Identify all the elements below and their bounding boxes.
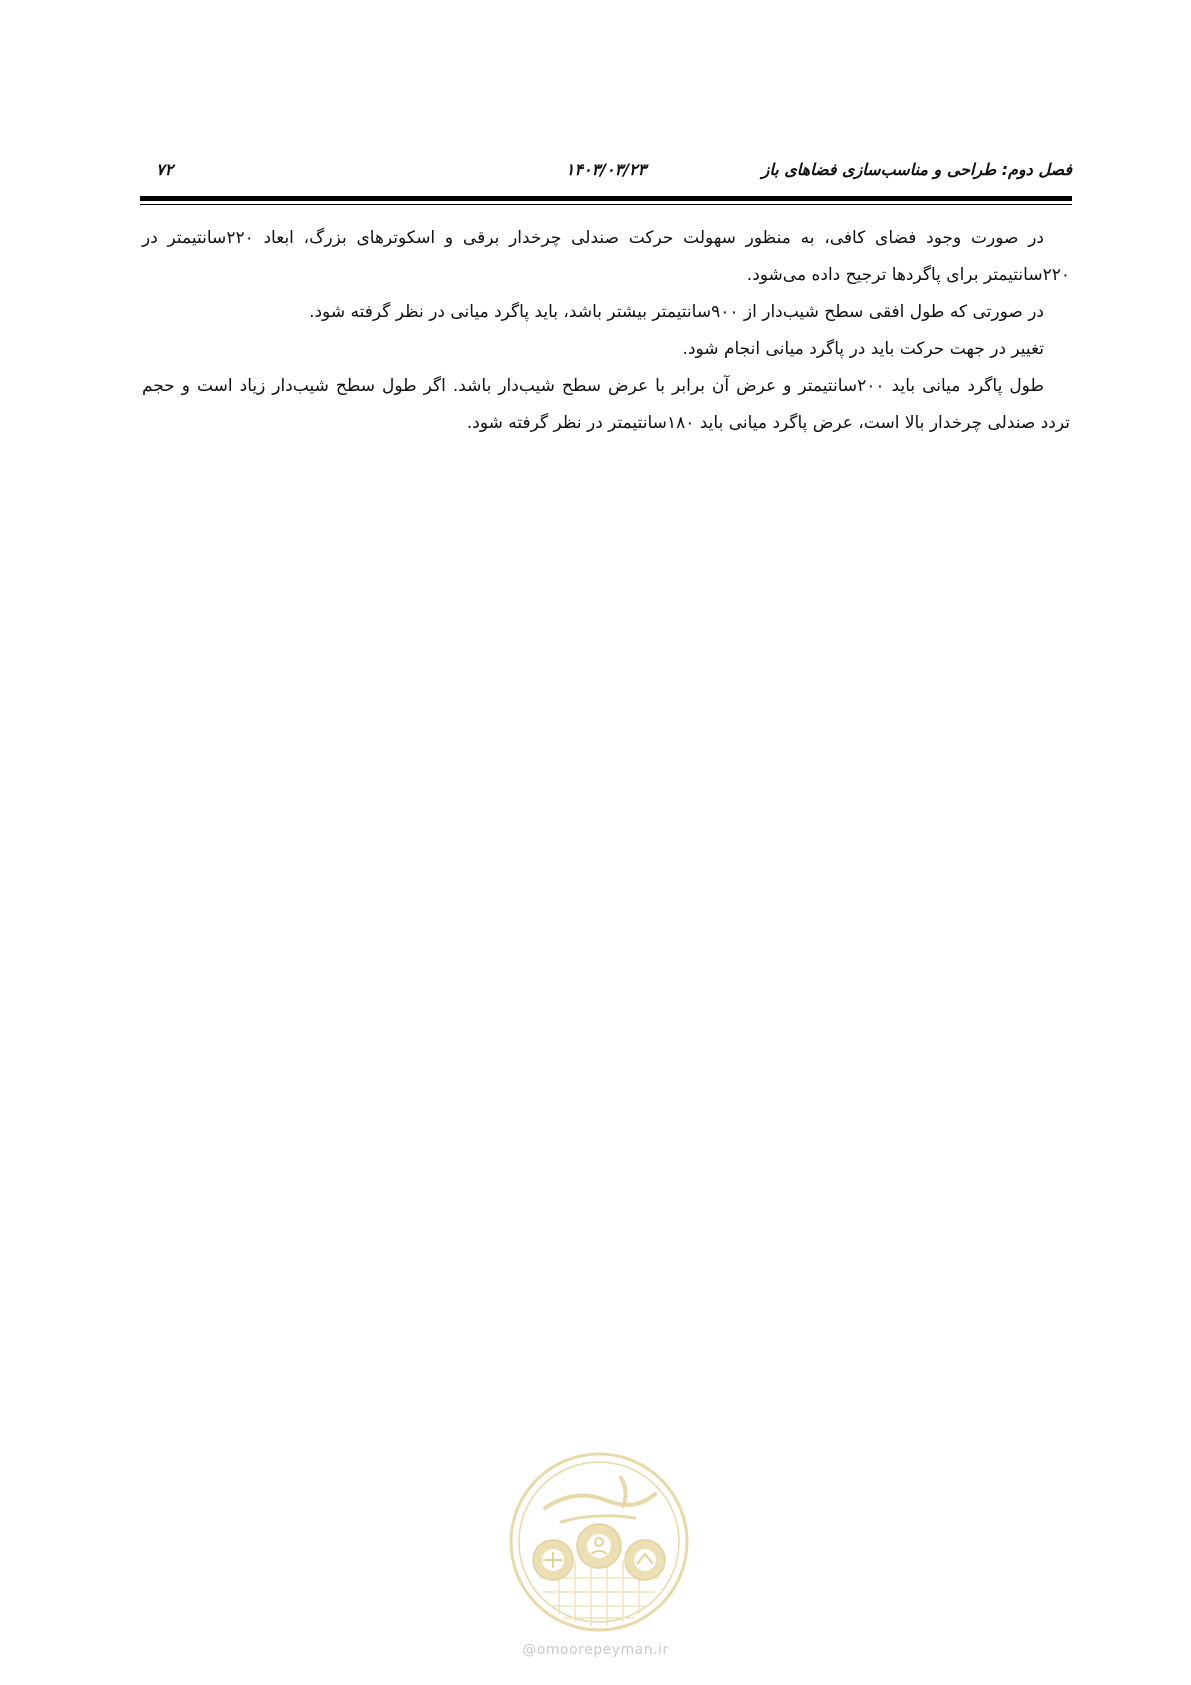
watermark-url: @omoorepeyman.ir (522, 1642, 669, 1658)
paragraph: تغییر در جهت حرکت باید در پاگرد میانی انجام شود. (682, 339, 1044, 359)
paragraph: در صورتی که طول افقی سطح شیب‌دار از ۹۰۰سانتیمتر بیشتر باشد، باید پاگرد میانی در نظر گرفته شود. (309, 302, 1044, 322)
header-rule-thin (140, 204, 1072, 205)
watermark-logo-icon (505, 1448, 693, 1636)
body-text (142, 220, 1070, 442)
paragraph: طول پاگرد میانی باید ۲۰۰سانتیمتر و عرض آن برابر با عرض سطح شیب‌دار باشد. اگر طول سطح شیب‌دار زیاد است و حجم تردد صندلی چرخدار بالا است، عرض پاگرد میانی باید ۱۸۰سانتیمتر در نظر گرفته شود. (142, 376, 1070, 433)
chapter-title: فصل دوم: طراحی و مناسب‌سازی فضاهای باز (761, 160, 1072, 179)
page-header (140, 160, 1072, 190)
header-rule-thick (140, 196, 1072, 201)
header-date: ۱۴۰۳/۰۳/۲۳ (565, 160, 647, 179)
page-number: ۷۲ (156, 160, 174, 179)
paragraph: در صورت وجود فضای کافی، به منظور سهولت حرکت صندلی چرخدار برقی و اسکوترهای بزرگ، ابعاد ۲۲۰سانتیمتر در ۲۲۰سانتیمتر برای پاگردها ترجیح داده می‌شود. (142, 228, 1070, 285)
